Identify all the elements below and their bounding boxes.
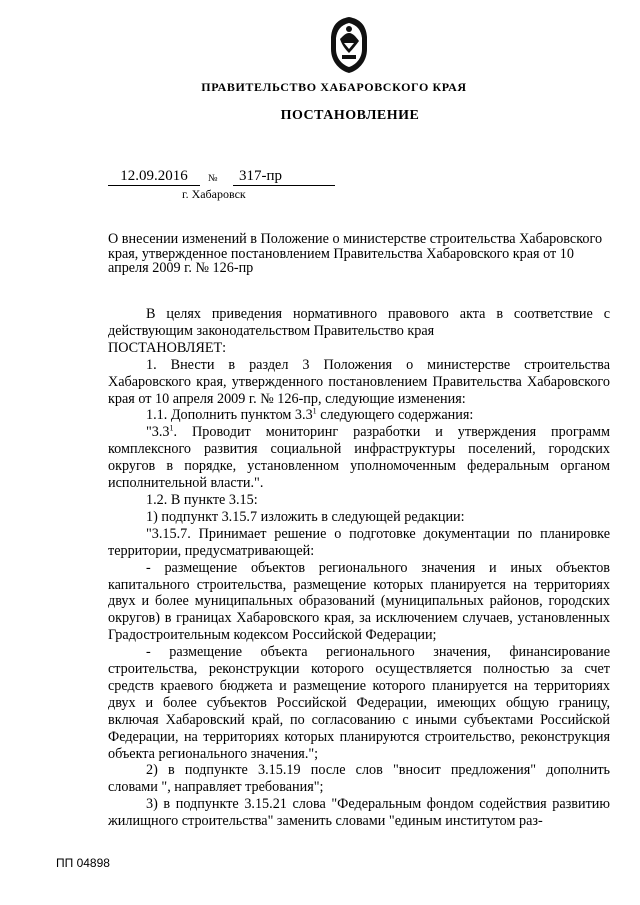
government-title: ПРАВИТЕЛЬСТВО ХАБАРОВСКОГО КРАЯ: [201, 80, 467, 94]
paragraph-1: 1. Внести в раздел 3 Положения о министерстве строительства Хабаровского края, утвержденного постановлением Правительства Хабаровского края от 10 апреля 2009 г. № 126-пр, следующие изменения:: [108, 356, 610, 407]
intro-paragraph: В целях приведения нормативного правового акта в соответствие с действующим законодательством Правительство края: [108, 306, 610, 339]
document-code: ПП 04898: [56, 856, 110, 870]
subparagraph-2: 2) в подпункте 3.15.19 после слов "вносит предложения" дополнить словами ", направляет требования";: [108, 762, 610, 796]
paragraph-1-1-text-end: следующего содержания:: [316, 407, 474, 424]
number-sign: №: [208, 173, 218, 184]
coat-of-arms-icon: [326, 15, 372, 75]
decree-date: 12.09.2016: [108, 168, 200, 186]
city: г. Хабаровск: [182, 187, 246, 201]
decree-subject: О внесении изменений в Положение о министерстве строительства Хабаровского края, утвержденное постановлением Правительства Хабаровского края от 10 апреля 2009 г. № 126-пр: [108, 231, 603, 276]
subparagraph-3: 3) в подпункте 3.15.21 слова "Федеральным фондом содействия развитию жилищного строительства" заменить словами "единым институтом раз-: [108, 796, 610, 830]
decree-number: 317-пр: [233, 168, 335, 186]
resolves-heading: ПОСТАНОВЛЯЕТ:: [108, 339, 227, 356]
dash-item-1: - размещение объектов регионального значения и иных объектов капитального строительства, размещение которых планируется на территориях двух и более муниципальных образований (муниципальных районов, городских округов) в границах Хабаровского края, за исключением случаев, установленных Градостроительным кодексом Российской Федерации;: [108, 559, 610, 644]
superscript: 1: [169, 423, 174, 433]
subparagraph-1: 1) подпункт 3.15.7 изложить в следующей редакции:: [146, 508, 465, 525]
paragraph-3-3-1: [108, 424, 610, 492]
paragraph-3-3-1-start: "3.3: [146, 424, 170, 441]
paragraph-3-3-1-text: . Проводит мониторинг разработки и утверждения программ комплексного развития социальной инфраструктуры поселений, городских округов в порядке, установленном уполномоченным федеральным органом исполнительной власти.".: [108, 424, 610, 492]
paragraph-1-2: 1.2. В пункте 3.15:: [146, 491, 258, 508]
paragraph-3-15-7: "3.15.7. Принимает решение о подготовке документации по планировке территории, предусматривающей:: [108, 525, 610, 559]
superscript: 1: [312, 406, 317, 416]
document-type: ПОСТАНОВЛЕНИЕ: [280, 108, 420, 123]
paragraph-1-1-text: 1.1. Дополнить пунктом 3.3: [146, 407, 313, 424]
dash-item-2: - размещение объекта регионального значения, финансирование строительства, реконструкции которого осуществляется полностью за счет средств краевого бюджета и размещение которого планируется на территориях двух и более субъектов Российской Федерации, имеющих общую границу, включая Хабаровский край, по согласованию с иными субъектами Российской Федерации, на территориях которых планируются строительство, реконструкция объекта регионального значения.";: [108, 644, 610, 762]
decree-body: [108, 306, 610, 830]
paragraph-1-1: [108, 407, 610, 424]
